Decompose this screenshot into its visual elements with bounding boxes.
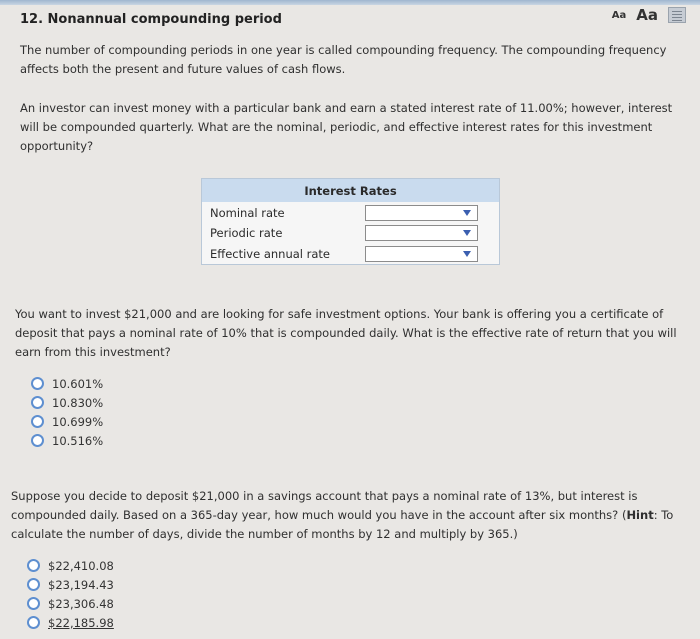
- radio-button[interactable]: [31, 415, 44, 428]
- hint-label: Hint: [626, 508, 654, 522]
- chevron-down-icon: [463, 230, 471, 236]
- question1-text: An investor can invest money with a particular bank and earn a stated interest rate of 11.00%; however, interest will be compounded quarterly. What are the nominal, periodic, and effective interest rates for this investment opportunity?: [20, 101, 673, 153]
- option-23306[interactable]: $23,306.48: [27, 594, 114, 613]
- row-label-effective: Effective annual rate: [210, 246, 330, 261]
- question2-text: You want to invest $21,000 and are looking for safe investment options. Your bank is offering you a certificate of deposit that pays a nominal rate of 10% that is compounded daily. What is the effective rate of return that you will earn from this investment?: [15, 307, 677, 359]
- top-bar: [0, 0, 700, 5]
- chevron-down-icon: [463, 210, 471, 216]
- nominal-rate-dropdown[interactable]: [365, 205, 478, 221]
- row-label-periodic: Periodic rate: [210, 226, 283, 241]
- radio-button[interactable]: [31, 396, 44, 409]
- interest-rates-table: [201, 178, 500, 265]
- table-row: [202, 244, 500, 265]
- radio-button[interactable]: [31, 434, 44, 447]
- table-row: [202, 202, 500, 223]
- option-22410[interactable]: $22,410.08: [27, 556, 114, 575]
- chevron-down-icon: [463, 251, 471, 257]
- question3-options: [27, 556, 114, 632]
- radio-button[interactable]: [27, 597, 40, 610]
- option-10-699[interactable]: 10.699%: [31, 412, 103, 431]
- intro-text: The number of compounding periods in one year is called compounding frequency. The compounding frequency affects both the present and future values of cash flows.: [20, 43, 667, 76]
- option-10-830[interactable]: 10.830%: [31, 393, 103, 412]
- question2-options: [31, 374, 103, 450]
- question3-text: Suppose you decide to deposit $21,000 in a savings account that pays a nominal rate of 13%, but interest is compounded daily. Based on a 365-day year, how much would you have in the account after six months? (Hint: To calculate the number of days, divide the number of months by 12 and multiply by 365.): [11, 489, 674, 541]
- radio-button[interactable]: [27, 559, 40, 572]
- table-row: [202, 223, 500, 244]
- option-10-601[interactable]: 10.601%: [31, 374, 103, 393]
- increase-font-button[interactable]: Aa: [636, 6, 658, 24]
- periodic-rate-dropdown[interactable]: [365, 225, 478, 241]
- radio-button[interactable]: [27, 616, 40, 629]
- row-label-nominal: Nominal rate: [210, 205, 285, 220]
- option-10-516[interactable]: 10.516%: [31, 431, 103, 450]
- font-controls: [612, 6, 686, 24]
- decrease-font-button[interactable]: Aa: [611, 9, 627, 21]
- effective-rate-dropdown[interactable]: [365, 246, 478, 262]
- radio-button[interactable]: [27, 578, 40, 591]
- option-23194[interactable]: $23,194.43: [27, 575, 114, 594]
- radio-button[interactable]: [31, 377, 44, 390]
- table-header: Interest Rates: [202, 179, 500, 203]
- option-22185[interactable]: $22,185.98: [27, 613, 114, 632]
- document-icon[interactable]: [668, 7, 686, 23]
- page-title: 12. Nonannual compounding period: [20, 12, 282, 27]
